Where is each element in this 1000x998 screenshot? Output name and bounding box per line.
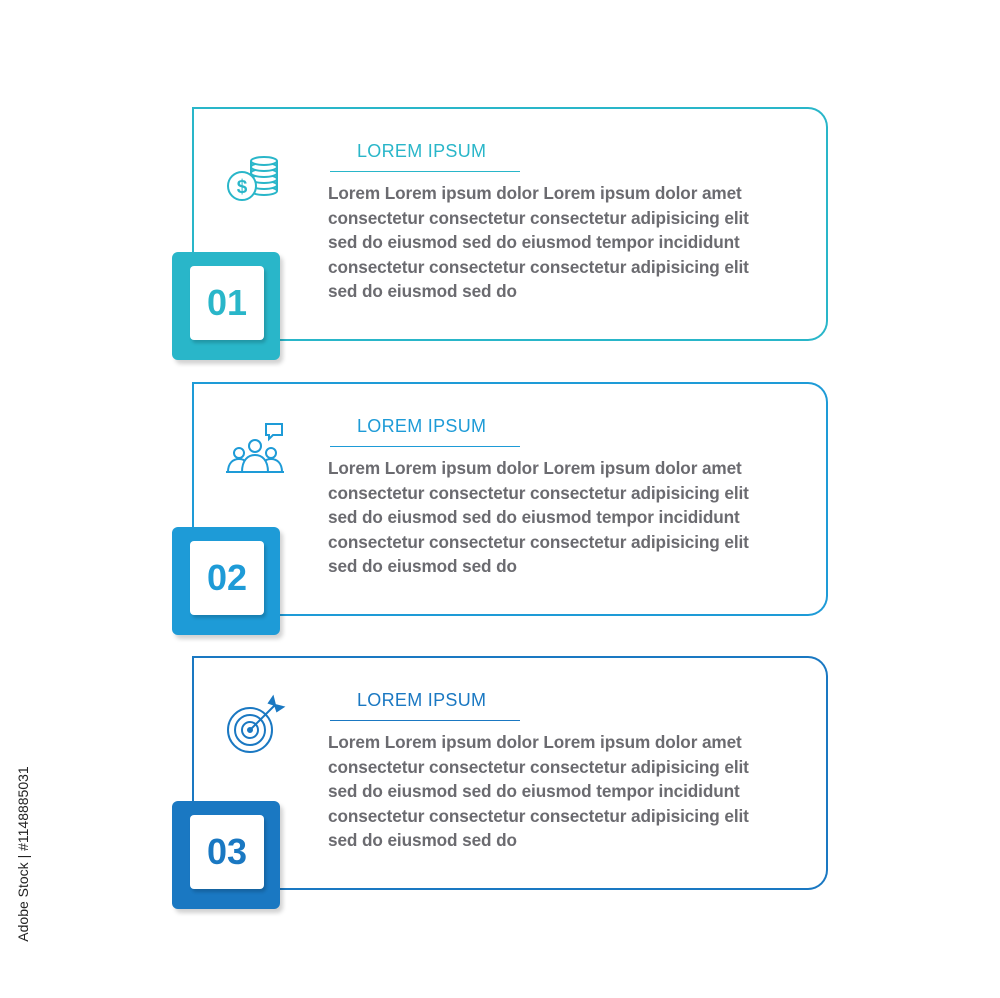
step-card-2: [0, 382, 1000, 622]
step-heading: LOREM IPSUM: [357, 690, 487, 710]
step-frame-left-edge: [192, 107, 194, 257]
step-number: 02: [190, 541, 264, 615]
step-heading: LOREM IPSUM: [357, 141, 487, 161]
coins-dollar-icon: [220, 145, 286, 207]
heading-underline: [330, 171, 520, 172]
step-frame-left-edge: [192, 382, 194, 532]
step-number-badge: [172, 252, 280, 360]
step-body-text: Lorem Lorem ipsum dolor Lorem ipsum dolor amet consectetur consectetur consectetur adipisicing elit sed do eiusmod sed do eiusmod tempor incididunt consectetur consectetur consectetur adipisicing elit sed do eiusmod sed do: [328, 732, 749, 851]
step-card-3: [0, 656, 1000, 896]
team-chat-icon: [220, 420, 286, 482]
step-number-badge: [172, 801, 280, 909]
svg-text:$: $: [236, 177, 248, 198]
target-arrow-icon: [220, 694, 286, 756]
heading-underline: [330, 720, 520, 721]
step-body-text: Lorem Lorem ipsum dolor Lorem ipsum dolor amet consectetur consectetur consectetur adipisicing elit sed do eiusmod sed do eiusmod tempor incididunt consectetur consectetur consectetur adipisicing elit sed do eiusmod sed do: [328, 458, 749, 577]
step-number-badge: [172, 527, 280, 635]
stock-id-label: [14, 754, 32, 954]
step-number: 01: [190, 266, 264, 340]
stock-id-text: Adobe Stock | #1148885031: [15, 766, 31, 942]
step-frame-left-edge: [192, 656, 194, 806]
step-heading: LOREM IPSUM: [357, 416, 487, 436]
step-body-text: Lorem Lorem ipsum dolor Lorem ipsum dolor amet consectetur consectetur consectetur adipisicing elit sed do eiusmod sed do eiusmod tempor incididunt consectetur consectetur consectetur adipisicing elit sed do eiusmod sed do: [328, 183, 749, 302]
heading-underline: [330, 446, 520, 447]
step-card-1: [0, 107, 1000, 347]
step-number: 03: [190, 815, 264, 889]
